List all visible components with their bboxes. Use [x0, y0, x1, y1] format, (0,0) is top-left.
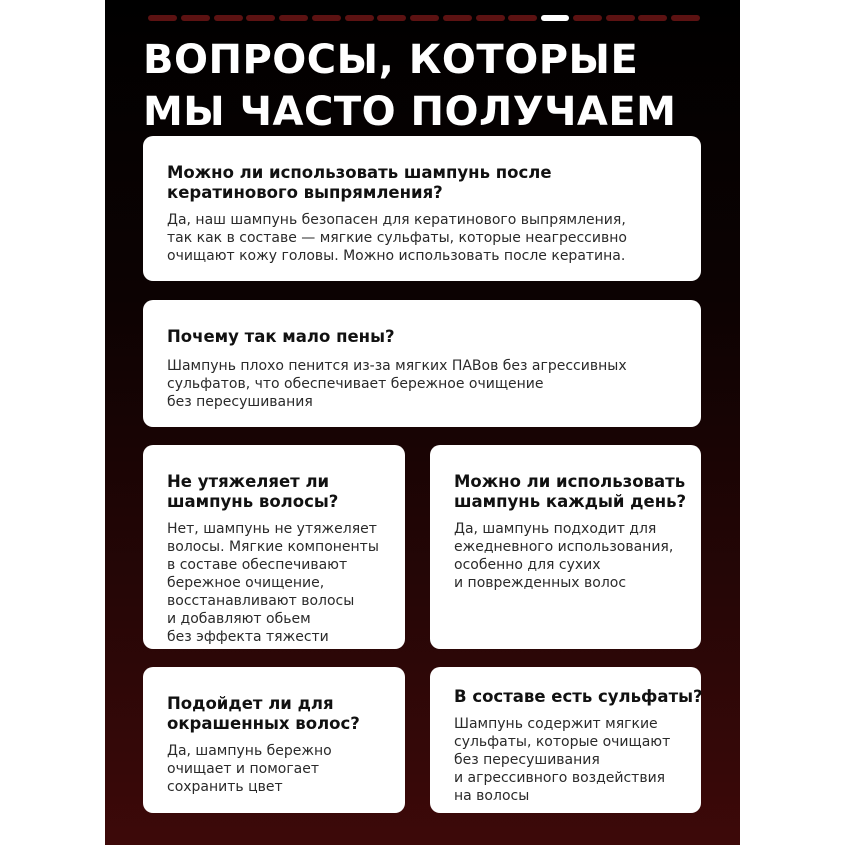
faq-answer-line: Да, наш шампунь безопасен для кератинового выпрямления, — [167, 212, 626, 228]
faq-answer-line: ежедневного использования, — [454, 539, 674, 555]
faq-answer-line: так как в составе — мягкие сульфаты, которые неагрессивно — [167, 230, 627, 246]
progress-segment — [606, 15, 635, 21]
faq-card-foam — [143, 300, 701, 427]
faq-question — [454, 472, 687, 512]
progress-segment — [508, 15, 537, 21]
faq-answer-line: без пересушивания — [167, 394, 313, 410]
faq-answer-line: сульфатов, что обеспечивает бережное очищение — [167, 376, 544, 392]
faq-card-weight — [143, 445, 405, 649]
faq-answer-line: очищают кожу головы. Можно использовать после кератина. — [167, 248, 626, 264]
progress-segment — [443, 15, 472, 21]
faq-answer — [167, 211, 677, 265]
faq-answer-line: и добавляют обьем — [167, 611, 311, 627]
faq-answer-line: без эффекта тяжести — [167, 629, 329, 645]
faq-answer — [167, 520, 381, 646]
faq-answer-line: очищает и помогает — [167, 761, 320, 777]
faq-question-line: В составе есть сульфаты? — [454, 687, 703, 706]
progress-segment — [214, 15, 243, 21]
progress-segment — [638, 15, 667, 21]
faq-question-line: шампунь каждый день? — [454, 492, 687, 511]
progress-segment-active — [541, 15, 569, 21]
progress-segment — [476, 15, 505, 21]
faq-answer-line: бережное очищение, — [167, 575, 325, 591]
faq-answer — [454, 715, 677, 805]
progress-segment — [410, 15, 439, 21]
faq-answer-line: Да, шампунь бережно — [167, 743, 332, 759]
progress-segment — [312, 15, 341, 21]
faq-question — [454, 687, 703, 707]
faq-question-line: шампунь волосы? — [167, 492, 339, 511]
progress-segment — [377, 15, 406, 21]
faq-answer-line: особенно для сухих — [454, 557, 601, 573]
faq-card-keratin — [143, 136, 701, 281]
faq-question-line: Можно ли использовать шампунь после — [167, 163, 552, 182]
page-title — [143, 34, 723, 138]
faq-question-line: кератинового выпрямления? — [167, 183, 443, 202]
faq-answer-line: Да, шампунь подходит для — [454, 521, 657, 537]
faq-question-line: Не утяжеляет ли — [167, 472, 330, 491]
faq-question — [167, 472, 381, 512]
faq-answer-line: и поврежденных волос — [454, 575, 627, 591]
faq-answer-line: Шампунь плохо пенится из-за мягких ПАВов без агрессивных — [167, 358, 627, 374]
faq-poster — [105, 0, 740, 845]
faq-question-line: Почему так мало пены? — [167, 327, 395, 346]
progress-segment — [279, 15, 308, 21]
faq-question — [167, 694, 381, 734]
faq-answer — [454, 520, 677, 592]
faq-card-daily-use — [430, 445, 701, 649]
faq-question — [167, 327, 677, 347]
faq-question — [167, 163, 677, 203]
faq-question-line: окрашенных волос? — [167, 714, 360, 733]
progress-segment — [246, 15, 275, 21]
progress-segment — [573, 15, 602, 21]
faq-answer-line: волосы. Мягкие компоненты — [167, 539, 379, 555]
slide-progress-indicator — [148, 14, 700, 22]
faq-answer-line: Нет, шампунь не утяжеляет — [167, 521, 377, 537]
faq-answer — [167, 357, 677, 411]
faq-question-line: Можно ли использовать — [454, 472, 686, 491]
faq-answer-line: сульфаты, которые очищают — [454, 734, 671, 750]
faq-answer-line: восстанавливают волосы — [167, 593, 355, 609]
faq-question-line: Подойдет ли для — [167, 694, 334, 713]
progress-segment — [181, 15, 210, 21]
page-title-line-1: ВОПРОСЫ, КОТОРЫЕ — [143, 37, 639, 83]
faq-answer-line: сохранить цвет — [167, 779, 283, 795]
faq-answer-line: Шампунь содержит мягкие — [454, 716, 658, 732]
progress-segment — [671, 15, 700, 21]
faq-card-colored-hair — [143, 667, 405, 813]
faq-answer-line: и агрессивного воздействия — [454, 770, 666, 786]
faq-answer-line: без пересушивания — [454, 752, 600, 768]
page-title-line-2: МЫ ЧАСТО ПОЛУЧАЕМ — [143, 89, 677, 135]
faq-answer-line: на волосы — [454, 788, 530, 804]
progress-segment — [345, 15, 374, 21]
faq-card-sulfates — [430, 667, 701, 813]
faq-answer-line: в составе обеспечивают — [167, 557, 348, 573]
progress-segment — [148, 15, 177, 21]
faq-answer — [167, 742, 381, 796]
